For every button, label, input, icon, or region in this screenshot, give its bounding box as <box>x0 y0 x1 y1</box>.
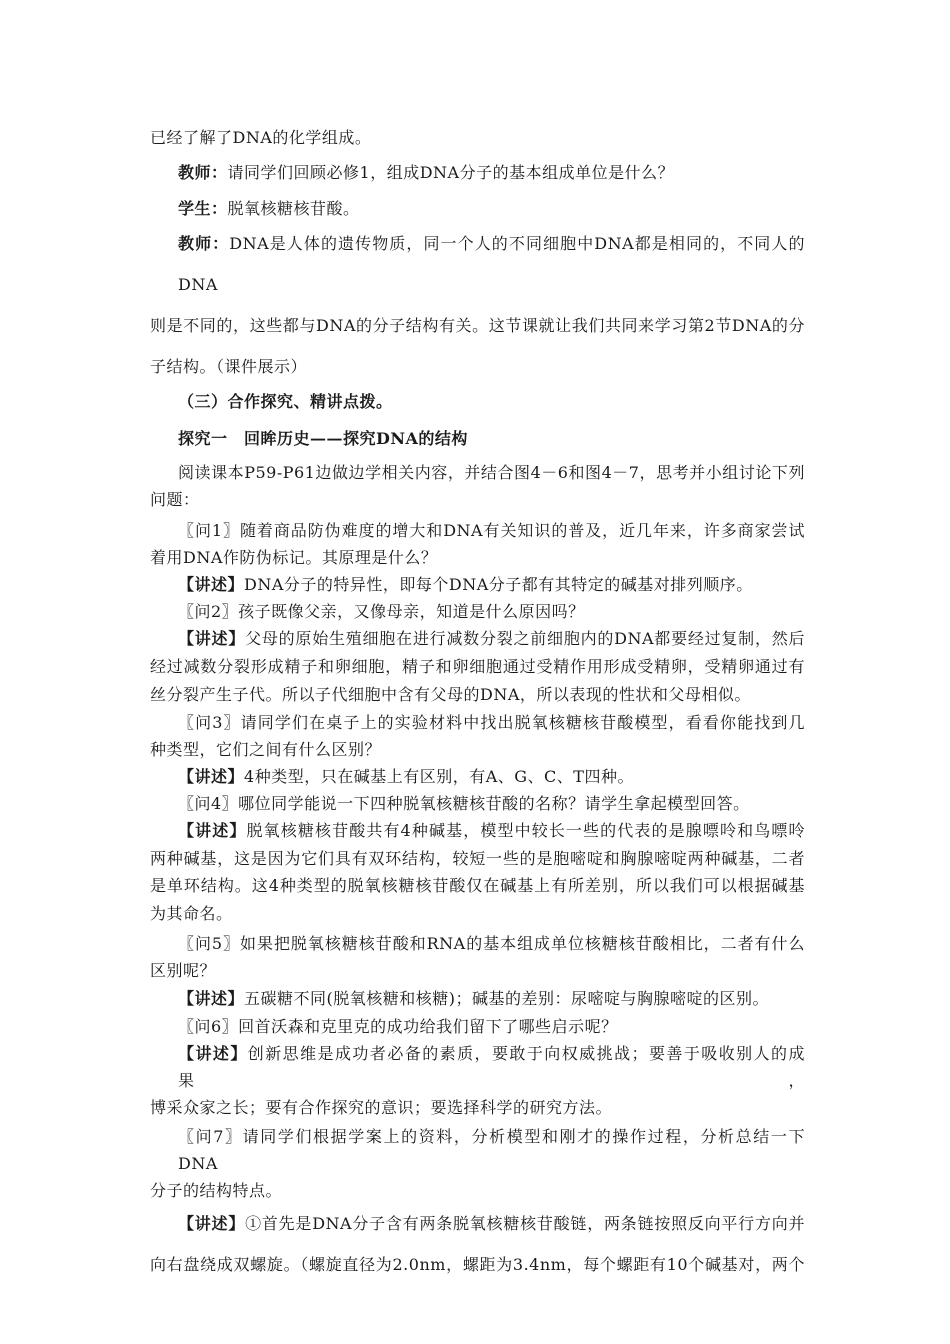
speaker-label: 学生： <box>178 199 228 218</box>
line-text: 父母的原始生殖细胞在进行减数分裂之前细胞内的DNA都要经过复制，然后 <box>245 629 805 648</box>
line-text: DNA分子的特异性，即每个DNA分子都有其特定的碱基对排列顺序。 <box>244 575 753 594</box>
paragraph-continuation <box>150 121 805 155</box>
paragraph-question-5 <box>150 930 805 984</box>
paragraph-teacher-question <box>150 155 805 191</box>
explanation-label: 【讲述】 <box>178 989 245 1008</box>
explanation-label: 【讲述】 <box>178 629 246 648</box>
paragraph-line: 则是不同的，这些都与DNA的分子结构有关。这节课就让我们共同来学习第2节DNA的分 <box>150 316 805 335</box>
paragraph-line <box>150 1040 805 1094</box>
paragraph-line: 〖问7〗请同学们根据学案上的资料，分析模型和刚才的操作过程，分析总结一下DNA <box>178 1127 805 1173</box>
paragraph-explanation-7 <box>150 1203 805 1285</box>
paragraph-line: 〖问2〗孩子既像父亲，又像母亲，知道是什么原因吗？ <box>178 602 585 621</box>
explanation-label: 【讲述】 <box>178 1044 248 1063</box>
paragraph-line <box>150 155 805 191</box>
explanation-label: 【讲述】 <box>178 1214 246 1233</box>
paragraph-instructions <box>150 459 805 513</box>
explanation-label: 【讲述】 <box>178 575 245 594</box>
speaker-label: 教师： <box>178 163 228 182</box>
line-text: ①首先是DNA分子含有两条脱氧核糖核苷酸链，两条链按照反向平行方向并 <box>245 1214 805 1233</box>
paragraph-line: 为其命名。 <box>150 903 233 923</box>
paragraph-line <box>150 817 805 845</box>
paragraph-line: 〖问1〗随着商品防伪难度的增大和DNA有关知识的普及，近几年来，许多商家尝试 <box>178 521 805 540</box>
paragraph-line <box>150 223 805 305</box>
section-heading <box>150 387 805 417</box>
paragraph-line: 阅读课本P59-P61边做边学相关内容，并结合图4－6和图4－7，思考并小组讨论下列 <box>178 463 805 482</box>
section-heading-text: （三）合作探究、精讲点拨。 <box>178 392 393 411</box>
paragraph-line: 着用DNA作防伪标记。其原理是什么？ <box>150 548 438 567</box>
paragraph-line <box>150 191 805 227</box>
paragraph-line <box>150 625 805 653</box>
paragraph-line: 经过减数分裂形成精子和卵细胞，精子和卵细胞通过受精作用形成受精卵，受精卵通过有 <box>150 657 805 676</box>
speaker-label: 教师： <box>178 234 230 253</box>
paragraph-explanation-1 <box>150 571 805 598</box>
line-text: DNA是人体的遗传物质，同一个人的不同细胞中DNA都是相同的，不同人的DNA <box>178 234 805 294</box>
explanation-label: 【讲述】 <box>178 821 247 840</box>
line-text: 请同学们回顾必修1，组成DNA分子的基本组成单位是什么？ <box>227 163 675 182</box>
line-text: 脱氧核糖核苷酸。 <box>227 199 360 218</box>
paragraph-line <box>150 571 805 598</box>
paragraph-line: 是单环结构。这4种类型的脱氧核糖核苷酸仅在碱基上有所差别，所以我们可以根据碱基 <box>150 876 805 895</box>
paragraph-student-answer <box>150 191 805 227</box>
line-text: 4种类型，只在碱基上有区别，有A、G、C、T四种。 <box>244 767 634 786</box>
line-text: 五碳糖不同(脱氧核糖和核糖)；碱基的差别：尿嘧啶与胸腺嘧啶的区别。 <box>244 989 770 1008</box>
paragraph-line: 丝分裂产生子代。所以子代细胞中含有父母的DNA，所以表现的性状和父母相似。 <box>150 685 751 704</box>
paragraph-line: 已经了解了DNA的化学组成。 <box>150 128 372 147</box>
paragraph-question-2 <box>150 598 805 625</box>
paragraph-explanation-4 <box>150 817 805 927</box>
paragraph-question-1 <box>150 517 805 571</box>
paragraph-line: 向右盘绕成双螺旋。（螺旋直径为2.0nm，螺距为3.4nm，每个螺距有10个碱基对，两个 <box>150 1255 805 1274</box>
paragraph-question-4 <box>150 790 805 817</box>
line-text: 脱氧核糖核苷酸共有4种碱基，模型中较长一些的代表的是腺嘌呤和鸟嘌呤 <box>246 821 805 840</box>
paragraph-line: 子结构。（课件展示） <box>150 357 308 376</box>
paragraph-question-6 <box>150 1013 805 1040</box>
paragraph-line: 博采众家之长；要有合作探究的意识；要选择科学的研究方法。 <box>150 1098 613 1117</box>
paragraph-line: 〖问6〗回首沃森和克里克的成功给我们留下了哪些启示呢？ <box>178 1017 618 1036</box>
paragraph-line: 〖问5〗如果把脱氧核糖核苷酸和RNA的基本组成单位核糖核苷酸相比，二者有什么 <box>178 934 805 953</box>
paragraph-line <box>150 1203 805 1244</box>
subsection-heading <box>150 419 805 459</box>
paragraph-line <box>150 763 805 790</box>
paragraph-teacher-intro <box>150 223 805 387</box>
paragraph-line: 种类型，它们之间有什么区别？ <box>150 740 382 759</box>
paragraph-line: 〖问4〗哪位同学能说一下四种脱氧核糖核苷酸的名称？请学生拿起模型回答。 <box>178 794 750 813</box>
paragraph-question-7 <box>150 1123 805 1204</box>
document-body <box>150 121 805 1285</box>
paragraph-explanation-3 <box>150 763 805 790</box>
paragraph-explanation-2 <box>150 625 805 709</box>
subsection-heading-text: 探究一 回眸历史——探究DNA的结构 <box>178 429 468 448</box>
paragraph-explanation-6 <box>150 1040 805 1121</box>
paragraph-line: 区别呢？ <box>150 961 217 980</box>
explanation-label: 【讲述】 <box>178 767 245 786</box>
paragraph-explanation-5 <box>150 985 805 1012</box>
paragraph-question-3 <box>150 709 805 763</box>
paragraph-line: 两种碱基，这是因为它们具有双环结构，较短一些的是胞嘧啶和胸腺嘧啶两种碱基，二者 <box>150 848 805 868</box>
line-text: 创新思维是成功者必备的素质，要敢于向权威挑战；要善于吸收别人的成果， <box>178 1044 805 1090</box>
paragraph-line: 〖问3〗请同学们在桌子上的实验材料中找出脱氧核糖核苷酸模型，看看你能找到几 <box>178 713 805 732</box>
paragraph-line: 问题： <box>150 490 200 509</box>
paragraph-line <box>150 985 805 1012</box>
paragraph-line: 分子的结构特点。 <box>150 1181 283 1200</box>
